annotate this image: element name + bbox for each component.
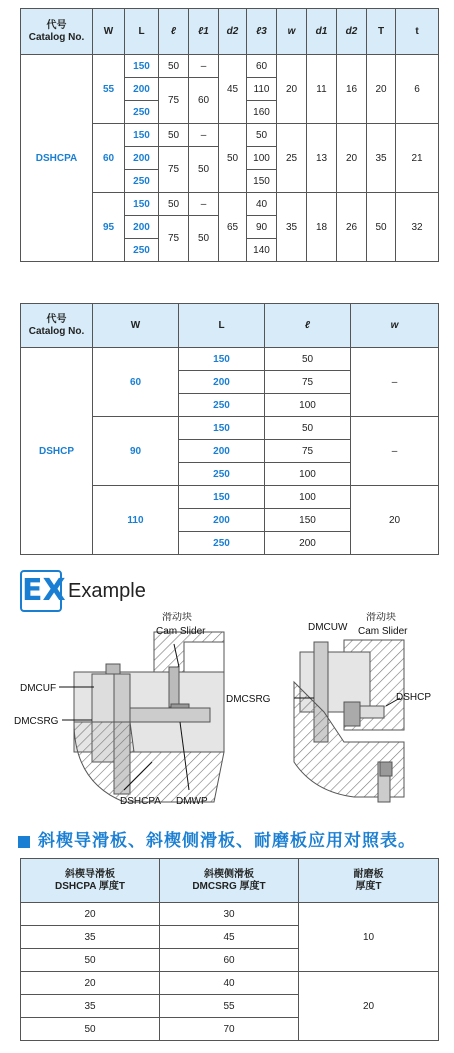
wlow-cell: 25 bbox=[277, 124, 307, 193]
ell-cell: 100 bbox=[265, 463, 351, 486]
w-cell: 95 bbox=[93, 193, 125, 262]
l-cell: 150 bbox=[125, 124, 159, 147]
catalog-header: 代号 Catalog No. bbox=[21, 304, 93, 348]
ell3-header: ℓ3 bbox=[247, 9, 277, 55]
dshcp-label: DSHCP bbox=[396, 692, 432, 703]
dmcsrg-cell: 40 bbox=[160, 972, 299, 995]
d2-cell: 45 bbox=[219, 55, 247, 124]
t-lower-cell: 21 bbox=[396, 124, 439, 193]
d2b-cell: 26 bbox=[337, 193, 367, 262]
dshcpa-thickness-header: 斜楔导滑板 DSHCPA 厚度T bbox=[21, 859, 160, 903]
wlow-cell: 20 bbox=[351, 486, 439, 555]
w-cell: 90 bbox=[93, 417, 179, 486]
wlow-cell: 35 bbox=[277, 193, 307, 262]
dshcpa-spec-table bbox=[20, 8, 439, 262]
ell-cell: 75 bbox=[265, 371, 351, 394]
left-slider-en-label: Cam Slider bbox=[156, 626, 206, 637]
left-slider-cn-label: 滑动块 bbox=[162, 612, 192, 623]
ex-logo: EX bbox=[20, 570, 62, 612]
t-lower-cell: 32 bbox=[396, 193, 439, 262]
l-cell: 250 bbox=[179, 463, 265, 486]
ell-cell: 75 bbox=[265, 440, 351, 463]
l-cell: 200 bbox=[179, 440, 265, 463]
right-slider-cn-label: 滑动块 bbox=[366, 612, 396, 623]
ell3-cell: 50 bbox=[247, 124, 277, 147]
dmcsrg-cell: 55 bbox=[160, 995, 299, 1018]
right-slider-en-label: Cam Slider bbox=[358, 626, 408, 637]
ell-cell: 100 bbox=[265, 394, 351, 417]
dshcpa-cell: 35 bbox=[21, 926, 160, 949]
ell3-cell: 100 bbox=[247, 147, 277, 170]
w-cell: 60 bbox=[93, 124, 125, 193]
dshcpa-cell: 20 bbox=[21, 972, 160, 995]
application-comparison-table bbox=[20, 858, 439, 1041]
d1-cell: 11 bbox=[307, 55, 337, 124]
catalog-cell: DSHCPA bbox=[21, 55, 93, 262]
ell-cell: 200 bbox=[265, 532, 351, 555]
dshcpa-cell: 20 bbox=[21, 903, 160, 926]
l-cell: 200 bbox=[179, 509, 265, 532]
d2-cell: 50 bbox=[219, 124, 247, 193]
ell-header: ℓ bbox=[159, 9, 189, 55]
ell-cell: 75 bbox=[159, 216, 189, 262]
d1-header: d1 bbox=[307, 9, 337, 55]
ell3-cell: 90 bbox=[247, 216, 277, 239]
wlow-header: w bbox=[277, 9, 307, 55]
table-row bbox=[21, 55, 439, 78]
d2-header: d2 bbox=[219, 9, 247, 55]
l-cell: 200 bbox=[125, 78, 159, 101]
dshcpa-label: DSHCPA bbox=[120, 796, 161, 807]
l-cell: 250 bbox=[125, 170, 159, 193]
wear-plate-thickness-header: 耐磨板 厚度T bbox=[299, 859, 439, 903]
ell-cell: 75 bbox=[159, 78, 189, 124]
dmcsrg-cell: 60 bbox=[160, 949, 299, 972]
t-upper-header: T bbox=[367, 9, 396, 55]
dmcsrg-thickness-header: 斜楔侧滑板 DMCSRG 厚度T bbox=[160, 859, 299, 903]
l-cell: 250 bbox=[179, 394, 265, 417]
dmcsrg-cell: 70 bbox=[160, 1018, 299, 1041]
dshcpa-cell: 50 bbox=[21, 1018, 160, 1041]
wlow-cell: – bbox=[351, 348, 439, 417]
d2b-header: d2 bbox=[337, 9, 367, 55]
l-header: L bbox=[125, 9, 159, 55]
dmcuw-label: DMCUW bbox=[308, 622, 348, 633]
t-lower-header: t bbox=[396, 9, 439, 55]
table-row bbox=[21, 972, 439, 995]
w-cell: 60 bbox=[93, 348, 179, 417]
ell3-cell: 150 bbox=[247, 170, 277, 193]
dmcsrg-cell: 30 bbox=[160, 903, 299, 926]
l-cell: 200 bbox=[179, 371, 265, 394]
ell3-cell: 40 bbox=[247, 193, 277, 216]
dmcsrg-cell: 45 bbox=[160, 926, 299, 949]
t-upper-cell: 20 bbox=[367, 55, 396, 124]
dshcpa-cell: 35 bbox=[21, 995, 160, 1018]
catalog-header: 代号 Catalog No. bbox=[21, 9, 93, 55]
l-cell: 250 bbox=[125, 101, 159, 124]
example-diagram bbox=[14, 612, 440, 824]
ell-cell: 50 bbox=[265, 417, 351, 440]
ell1-cell: – bbox=[189, 55, 219, 78]
ell3-cell: 160 bbox=[247, 101, 277, 124]
ell-header: ℓ bbox=[265, 304, 351, 348]
l-cell: 250 bbox=[179, 532, 265, 555]
l-cell: 250 bbox=[125, 239, 159, 262]
wlow-cell: 20 bbox=[277, 55, 307, 124]
d2-cell: 65 bbox=[219, 193, 247, 262]
l-cell: 150 bbox=[125, 55, 159, 78]
dshcpa-cell: 50 bbox=[21, 949, 160, 972]
t-upper-cell: 50 bbox=[367, 193, 396, 262]
right-dmcsrg-label: DMCSRG bbox=[226, 694, 271, 705]
right-assembly-drawing bbox=[294, 640, 404, 802]
left-dmcsrg-label: DMCSRG bbox=[14, 716, 59, 727]
ell-cell: 50 bbox=[159, 55, 189, 78]
wlow-cell: – bbox=[351, 417, 439, 486]
ell-cell: 75 bbox=[159, 147, 189, 193]
t-upper-cell: 35 bbox=[367, 124, 396, 193]
w-header: W bbox=[93, 304, 179, 348]
dshcp-spec-table bbox=[20, 303, 439, 555]
dmcuf-label: DMCUF bbox=[20, 683, 57, 694]
l-cell: 200 bbox=[125, 147, 159, 170]
section-title: 斜楔导滑板、斜楔侧滑板、耐磨板应用对照表。 bbox=[18, 826, 416, 851]
square-bullet-icon bbox=[18, 836, 30, 848]
wlow-header: w bbox=[351, 304, 439, 348]
d2b-cell: 16 bbox=[337, 55, 367, 124]
ell1-cell: 60 bbox=[189, 78, 219, 124]
ell-cell: 50 bbox=[159, 193, 189, 216]
ell1-cell: 50 bbox=[189, 216, 219, 262]
w-header: W bbox=[93, 9, 125, 55]
left-assembly-drawing bbox=[59, 632, 224, 802]
table-row bbox=[21, 903, 439, 926]
ell-cell: 100 bbox=[265, 486, 351, 509]
ell3-cell: 110 bbox=[247, 78, 277, 101]
t-lower-cell: 6 bbox=[396, 55, 439, 124]
ell1-cell: – bbox=[189, 193, 219, 216]
d1-cell: 18 bbox=[307, 193, 337, 262]
table-row bbox=[21, 348, 439, 371]
w-cell: 110 bbox=[93, 486, 179, 555]
l-cell: 150 bbox=[125, 193, 159, 216]
d1-cell: 13 bbox=[307, 124, 337, 193]
dmwp-label: DMWP bbox=[176, 796, 208, 807]
ell-cell: 150 bbox=[265, 509, 351, 532]
example-title: Example bbox=[68, 580, 146, 602]
d2b-cell: 20 bbox=[337, 124, 367, 193]
ell1-header: ℓ1 bbox=[189, 9, 219, 55]
l-cell: 200 bbox=[125, 216, 159, 239]
ell3-cell: 60 bbox=[247, 55, 277, 78]
catalog-cell: DSHCP bbox=[21, 348, 93, 555]
w-cell: 55 bbox=[93, 55, 125, 124]
l-cell: 150 bbox=[179, 486, 265, 509]
ell-cell: 50 bbox=[265, 348, 351, 371]
ell3-cell: 140 bbox=[247, 239, 277, 262]
l-cell: 150 bbox=[179, 417, 265, 440]
wear-plate-cell: 10 bbox=[299, 903, 439, 972]
l-header: L bbox=[179, 304, 265, 348]
ell1-cell: 50 bbox=[189, 147, 219, 193]
l-cell: 150 bbox=[179, 348, 265, 371]
wear-plate-cell: 20 bbox=[299, 972, 439, 1041]
ell-cell: 50 bbox=[159, 124, 189, 147]
ell1-cell: – bbox=[189, 124, 219, 147]
